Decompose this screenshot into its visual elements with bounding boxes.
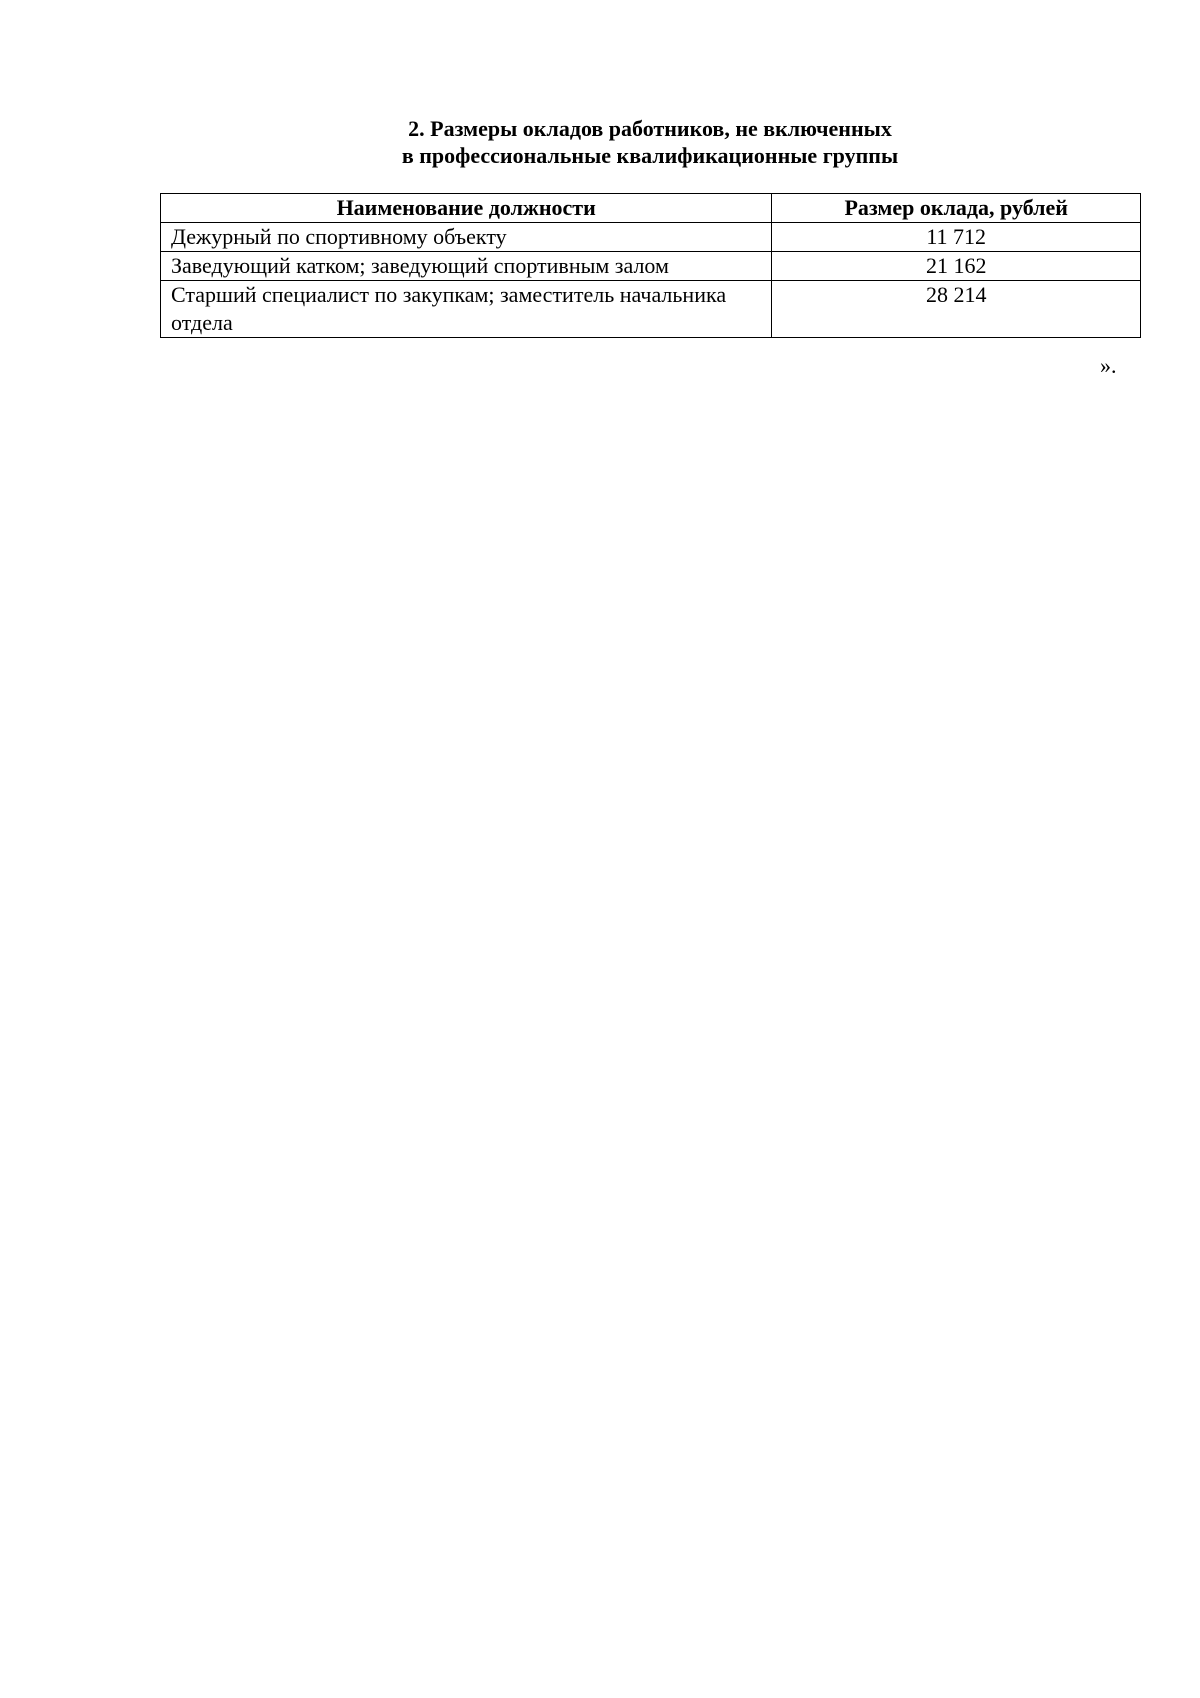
header-position: Наименование должности <box>161 194 772 223</box>
position-cell: Старший специалист по закупкам; заместитель начальника отдела <box>161 281 772 338</box>
section-title <box>160 115 1140 169</box>
table-header <box>161 194 1141 223</box>
salary-cell: 28 214 <box>772 281 1141 338</box>
salary-cell: 11 712 <box>772 223 1141 252</box>
table-row <box>161 252 1141 281</box>
table-row <box>161 223 1141 252</box>
salary-table <box>160 193 1141 338</box>
header-salary: Размер оклада, рублей <box>772 194 1141 223</box>
table-row <box>161 281 1141 338</box>
section-title-line-2: в профессиональные квалификационные группы <box>401 143 899 168</box>
salary-cell: 21 162 <box>772 252 1141 281</box>
table-header-row <box>161 194 1141 223</box>
section-title-line-1: 2. Размеры окладов работников, не включенных <box>408 116 892 141</box>
position-cell: Заведующий катком; заведующий спортивным залом <box>161 252 772 281</box>
closing-quote-mark: ». <box>1100 353 1117 378</box>
table-body <box>161 223 1141 338</box>
position-cell: Дежурный по спортивному объекту <box>161 223 772 252</box>
